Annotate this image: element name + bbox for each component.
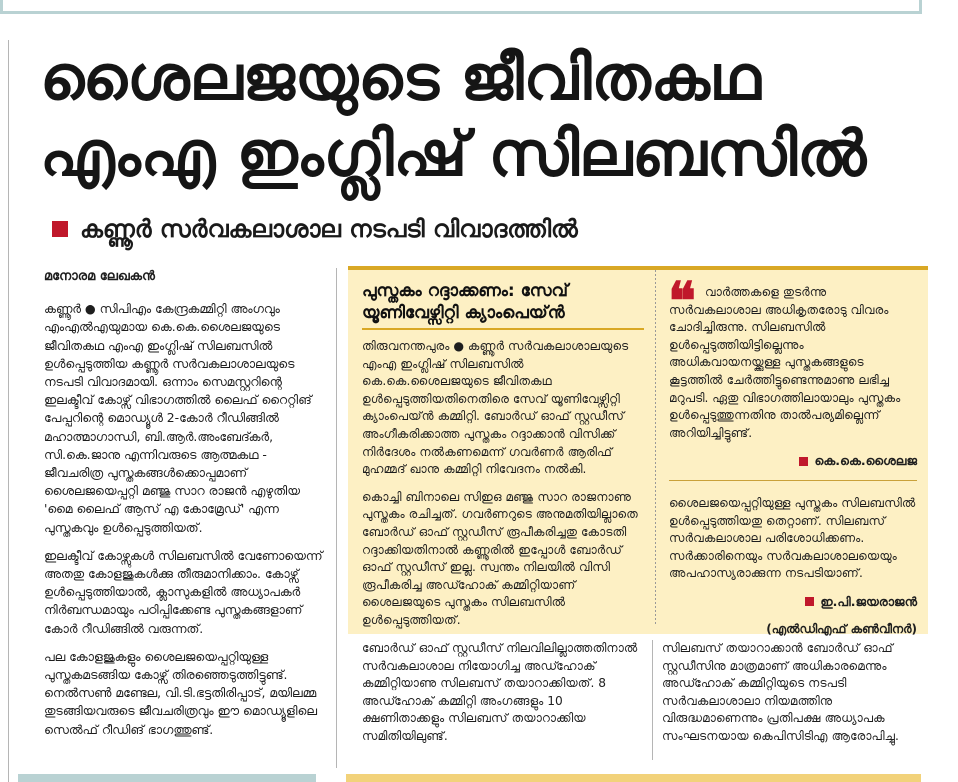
article-paragraph: കണ്ണൂർ ● സിപിഎം കേന്ദ്രകമ്മിറ്റി അംഗവും എംഎൽഎയുമായ കെ.കെ.ശൈലജയുടെ ജീവിതകഥ എംഎ ഇംഗ്ലിഷ് സിലബസിൽ ഉൾപ്പെടുത്തിയ കണ്ണൂർ സർവകലാശാലയുടെ നടപടി വിവാദമായി. ഒന്നാം സെമസ്റ്ററിന്റെ ഇലക്ടീവ് കോഴ്സ് വിഭാഗത്തിൽ ലൈഫ് റൈറ്റിങ് പേപ്പറിന്റെ മൊഡ്യൂൾ 2-കോർ റീഡിങ്ങിൽ മഹാത്മാഗാന്ധി, ബി.ആർ.അംബേദ്കർ, സി.കെ.ജാനു എന്നിവരുടെ ആത്മകഥ - ജീവചരിത്ര പുസ്തകങ്ങൾക്കൊപ്പമാണ് ശൈലജയെപ്പറ്റി മഞ്ജു സാറ രാജൻ എഴുതിയ 'മൈ ലൈഫ് ആസ് എ കോമ്രേഡ്' എന്ന പുസ്തകവും ഉൾപ്പെടുത്തിയത്.: [44, 301, 312, 535]
sidebar-paragraph: തിരുവനന്തപുരം ● കണ്ണൂർ സർവകലാശാലയുടെ എംഎ ഇംഗ്ലിഷ് സിലബസിൽ കെ.കെ.ശൈലജയുടെ ജീവിതകഥ ഉൾപ്പെടുത്തിയതിനെതിരെ സേവ് യൂണിവേഴ്സിറ്റി ക്യാംപെയ്ൻ കമ്മിറ്റി. ബോർഡ് ഓഫ് സ്റ്റഡീസ് അംഗീകരിക്കാത്ത പുസ്തകം റദ്ദാക്കാൻ വിസിക്ക് നിർദേശം നൽകണമെന്ന് ഗവർണർ ആരിഫ് മുഹമ്മദ് ഖാനു കമ്മിറ്റി നിവേദനം നൽകി.: [362, 339, 629, 477]
bottom-border-rule-left: [18, 774, 316, 782]
quote-author-role: (എൽഡിഎഫ് കൺവീനർ): [766, 621, 917, 636]
headline-line-2: എംഎ ഇംഗ്ലിഷ് സിലബസിൽ: [40, 117, 867, 190]
sidebar-title-rule: [362, 328, 644, 330]
quote-author-name: കെ.കെ.ശൈലജ: [814, 453, 917, 469]
quote-jayarajan: ശൈലജയെപ്പറ്റിയുള്ള പുസ്തകം സിലബസിൽ ഉൾപ്പെടുത്തിയതു തെറ്റാണ്. സിലബസ് സർവകലാശാല പരിശോധിക്കണം. സർക്കാരിനെയും സർവകലാശാലയെയും അപഹാസ്യരാക്കുന്ന നടപടിയാണ്.: [669, 495, 916, 581]
top-border-rule: [0, 0, 922, 14]
quote-separator: [669, 480, 917, 481]
byline: മനോരമ ലേഖകൻ: [44, 269, 155, 284]
page-headline: [40, 40, 920, 192]
bottom-column-divider: [652, 640, 653, 760]
sidebar-title: പുസ്തകം റദ്ദാക്കണം: സേവ് യൂണിവേഴ്സിറ്റി ക്യാംപെയ്ൻ: [362, 281, 568, 323]
subheadline-text: കണ്ണൂർ സർവകലാശാല നടപടി വിവാദത്തിൽ: [80, 215, 578, 243]
headline-line-1: ശൈലജയുടെ ജീവിതകഥ: [40, 41, 761, 114]
sidebar-left-column: [362, 338, 646, 640]
square-bullet-icon: [799, 457, 808, 466]
quote-shailaja: വാർത്തകളെ തുടർന്നു സർവകലാശാല അധികൃതരോടു വിവരം ചോദിച്ചിരുന്നു. സിലബസിൽ ഉൾപ്പെടുത്തിയിട്ടില്ലെന്നും അധികവായനയ്ക്കുള്ള പുസ്തകങ്ങളുടെ കൂട്ടത്തിൽ ചേർത്തിട്ടുണ്ടെന്നുമാണു ലഭിച്ച മറുപടി. ഏതു വിഭാഗത്തിലായാലും പുസ്തകം ഉൾപ്പെടുത്തുന്നതിനു താൽപര്യമില്ലെന്ന് അറിയിച്ചിട്ടുണ്ട്.: [669, 285, 901, 440]
quote-mark-icon: ❝: [668, 271, 696, 332]
subheadline: [52, 212, 578, 246]
sidebar-quotes-column: [668, 271, 917, 638]
column-divider: [336, 268, 337, 768]
quote-author-signature: [669, 593, 917, 611]
left-margin-divider: [8, 40, 9, 782]
square-bullet-icon: [805, 597, 814, 606]
quote-author-signature: [669, 452, 917, 470]
bottom-left-paragraph: ബോർഡ് ഓഫ് സ്റ്റഡീസ് നിലവിലില്ലാത്തതിനാൽ സർവകലാശാല നിയോഗിച്ച അഡ്ഹോക് കമ്മിറ്റിയാണു സിലബസ് തയാറാക്കിയത്. 8 അഡ്ഹോക് കമ്മിറ്റി അംഗങ്ങളും 10 ക്ഷണിതാക്കളും സിലബസ് തയാറാക്കിയ സമിതിയിലുണ്ട്.: [362, 641, 638, 743]
quote-author-name: ഇ.പി.ജയരാജൻ: [820, 593, 917, 609]
sidebar-paragraph: കൊച്ചി ബിനാലെ സിഇഒ മഞ്ജു സാറ രാജനാണു പുസ്തകം രചിച്ചത്. ഗവർണറുടെ അനുമതിയില്ലാതെ ബോർഡ് ഓഫ് സ്റ്റഡീസ് രൂപീകരിച്ചതു കോടതി റദ്ദാക്കിയതിനാൽ കണ്ണൂരിൽ ഇപ്പോൾ ബോർഡ് ഓഫ് സ്റ്റഡീസ് ഇല്ല. സ്വന്തം നിലയിൽ വിസി രൂപീകരിച്ച അഡ്ഹോക് കമ്മിറ്റിയാണ് ശൈലജയുടെ പുസ്തകം സിലബസിൽ ഉൾപ്പെടുത്തിയത്.: [362, 489, 638, 627]
sidebar-box-top-rule: [348, 266, 928, 270]
article-paragraph: പല കോളജുകളും ശൈലജയെപ്പറ്റിയുള്ള പുസ്തകമടങ്ങിയ കോഴ്സ് തിരഞ്ഞെടുത്തിട്ടുണ്ട്. നെൽസൺ മണ്ടേല, വി.ടി.ഭട്ടതിരിപ്പാട്, മയിലമ്മ തുടങ്ങിയവരുടെ ജീവചരിത്രവും ഈ മൊഡ്യൂളിലെ സെൽഫ് റീഡിങ് ഭാഗത്തുണ്ട്.: [44, 648, 317, 737]
left-article-column: [44, 268, 328, 749]
square-bullet-icon: [52, 221, 68, 237]
bottom-border-rule-right: [346, 774, 921, 782]
sidebar-box-dotted-divider: [655, 270, 656, 626]
bottom-right-paragraph: സിലബസ് തയാറാക്കാൻ ബോർഡ് ഓഫ് സ്റ്റഡീസിനു മാത്രമാണ് അധികാരമെന്നും അഡ്ഹോക് കമ്മിറ്റിയുടെ നടപടി സർവകലാശാലാ നിയമത്തിനു വിരുദ്ധമാണെന്നും പ്രതിപക്ഷ അധ്യാപക സംഘടനയായ കെപിസിടിഎ ആരോപിച്ചു.: [662, 641, 899, 743]
article-paragraph: ഇലക്ടീവ് കോഴ്സുകൾ സിലബസിൽ വേണോയെന്ന് അതതു കോളജുകൾക്കു തീരുമാനിക്കാം. കോഴ്സ് ഉൾപ്പെടുത്തിയാൽ, ക്ലാസുകളിൽ അധ്യാപകർ നിർബന്ധമായും പഠിപ്പിക്കേണ്ട പുസ്തകങ്ങളാണ് കോർ റീഡിങ്ങിൽ വരുന്നത്.: [44, 547, 323, 636]
